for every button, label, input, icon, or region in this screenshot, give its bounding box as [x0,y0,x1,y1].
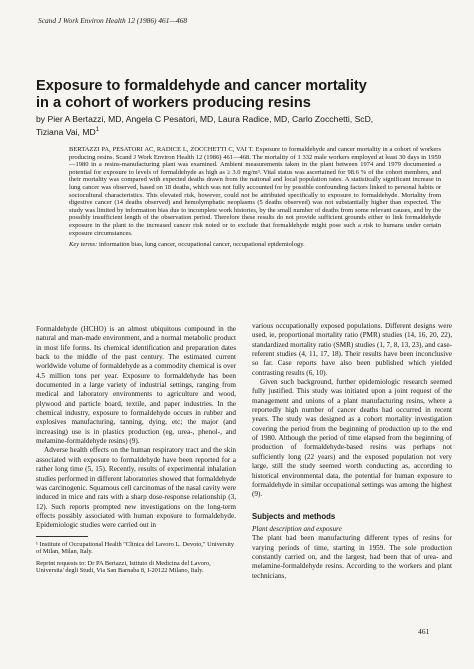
title-line: Exposure to formaldehyde and cancer mortality [36,78,367,94]
body-paragraph: various occupationally exposed populations. Different designs were used, ie, proportional mortality ratio (PMR) studies (14, 16, 20, 22), standardized mortality ratio (SMR) studies (1, 7, 8, 13, 23), and case-referent studies (4, 11, 17, 18). Their results have been inconclusive so far. Case reports have also been published which yielded contrasting results (6, 10). [252,322,452,377]
keywords [69,241,441,249]
footnote-mark: 1 [95,126,100,133]
body-paragraph: Formaldehyde (HCHO) is an almost ubiquitous compound in the natural and man-made environment, and a normal metabolic product in most life forms. Its chemical identification and preparation dates back to the middle of the past century. The estimated current worldwide volume of formaldehyde as a commodity chemical is over 4.5 million tons per year. Exposure to formaldehyde has been documented in a large variety of industrial settings, ranging from medical and laboratory environments to agriculture and wood, plywood and particle board, textile, and paper industries. In the chemical industry, exposure to formaldehyde occurs in rubber and explosives manufacturing, tanning, dying, etc; the major (and increasing) use is in plastics production (eg, urea-, phenol-, and melamine-formaldehyde resins) (9). [36,325,236,446]
body-paragraph: Adverse health effects on the human respiratory tract and the skin associated with exposure to formaldehyde have been reported for a rather long time (5, 15). Recently, results of experimental inhalation studies performed in different laboratories showed that formaldehyde was carcinogenic. Squamous cell carcinomas of the nasal cavity were induced in mice and rats with a sharp dose-response relationship (3, 12). Such reports prompted new investigations on the long-term effects possibly associated with human exposure to formaldehyde. Epidemiologic studies were carried out in [36,446,236,530]
authors-line: by Pier A Bertazzi, MD, Angela C Pesatori, MD, Laura Radice, MD, Carlo Zocchetti, ScD, [36,114,374,124]
body-paragraph: Given such background, further epidemiologic research seemed fully justified. This study was initiated upon a joint request of the management and unions of a plant manufacturing resins, where a reportedly high number of cancer deaths had occurred in recent years. The study was designed as a cohort mortality investigation covering the period from the beginning of production up to the end of 1980. Although the period of time elapsed from the beginning of production of formaldehyde-based resins was perhaps not sufficiently long (22 years) and the exposed population not very large, still the study seemed worth conducting as, according to historical environmental data, the potential for human exposure to formaldehyde in similar occupational settings was among the highest (9). [252,378,452,499]
page-number: 461 [418,627,430,636]
article-title [36,78,446,111]
authors [36,114,446,137]
section-heading: Subjects and methods [252,511,336,521]
keywords-text: information bias, lung cancer, occupational cancer, occupational epidemiology. [97,241,305,249]
keywords-label: Key terms: [69,241,98,249]
right-column [252,322,452,581]
affiliation-footnote: ¹ Institute of Occupational Health "Clinica del Lavoro L. Devoto," University of Milan, Milan, Italy. [36,540,235,556]
subsection-heading: Plant description and exposure [252,524,342,533]
authors-line [36,125,446,137]
reprint-requests: Reprint requests to: Dr PA Bertazzi, Istituto di Medicina del Lavoro, Universita' degli Studi, Via San Barnaba 8, I-20122 Milano, Italy. [36,559,211,575]
authors-line-2: Tiziana Vai, MD [36,126,96,137]
abstract-text: BERTAZZI PA, PESATORI AC, RADICE L, ZOCCHETTI C, VAI T. Exposure to formaldehyde and cancer mortality in a cohort of workers producing resins. Scand J Work Environ Health 12 (1986) 461—468. The mortality of 1 332 male workers employed at least 30 days in 1959—1980 in a resins-manufacturing plant was examined. Ambient measurements taken in the plant between 1974 and 1979 documented a potential for exposure to levels of formaldehyde as high as ≥ 3.0 mg/m³. Vital status was ascertained for 98.6 % of the cohort members, and their mortality was compared with expected deaths drawn from the national and local population rates. A statistically significant increase in lung cancer was observed, based on 18 deaths, which was not fully accounted for by possible confounding factors linked to personal habits or sociocultural characteristics. This elevated risk, however, could not be attributed specifically to exposure to formaldehyde. Mortality from digestive cancer (14 deaths observed) and hemolymphatic neoplasms (5 deaths observed) was not substantially higher than expected. The study was limited by information bias due to incomplete work histories, by the small number of deaths from some relevant causes, and by the possibly insufficient length of the observation period. Therefore these results do not provide sufficient grounds either to link formaldehyde exposure in the plant to the increased cancer risk noted or to exclude that formaldehyde might pose such a risk to humans under certain exposure circumstances. [69,146,441,237]
title-line: in a cohort of workers producing resins [36,94,311,111]
body-paragraph: The plant had been manufacturing different types of resins for varying periods of time, starting in 1959. The sole production constantly carried on, and the largest, had been that of urea- and melamine-formaldehyde resins. According to the workers and plant technicians, [252,534,452,580]
footnote-divider [36,536,88,537]
abstract [69,146,441,249]
journal-header: Scand J Work Environ Health 12 (1986) 461—468 [38,16,188,25]
left-column [36,325,236,575]
